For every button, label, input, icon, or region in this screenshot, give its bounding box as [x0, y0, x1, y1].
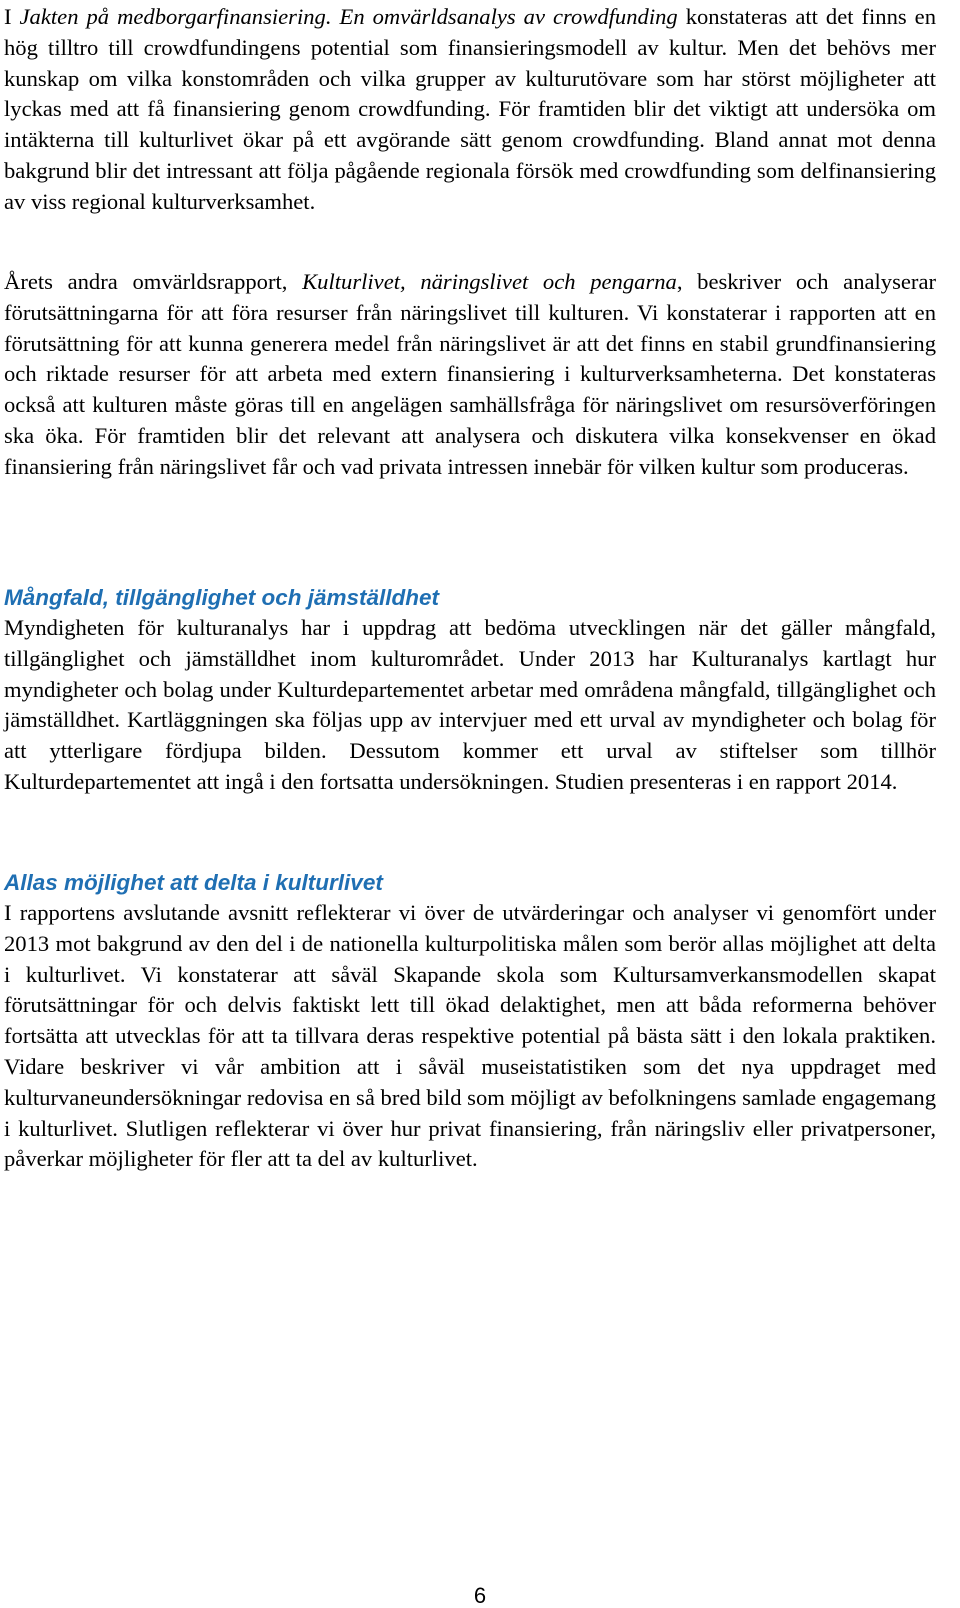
- paragraph-naringslivet: [4, 267, 936, 483]
- report-title: Kulturlivet, näringslivet och pengarna: [302, 269, 677, 294]
- section-body-delta: I rapportens avslutande avsnitt reflekterar vi över de utvärderingar och analyser vi genomfört under 2013 mot bakgrund av den del i de nationella kulturpolitiska målen som berör allas möjlighet att delta i kulturlivet. Vi konstaterar att såväl Skapande skola som Kultursamverkansmodellen skapat förutsättningar för och delvis faktiskt lett till ökad delaktighet, men att båda reformerna behöver fortsätta att utvecklas för att ta tillvara deras respektive potential på bästa sätt i den lokala praktiken. Vidare beskriver vi vår ambition att i såväl museistatistiken som det nya uppdraget med kulturvaneundersökningar redovisa en så bred bild som möjligt av befolkningens samlade engagemang i kulturlivet. Slutligen reflekterar vi över hur privat finansiering, från näringsliv eller privatpersoner, påverkar möjligheter för fler att ta del av kulturlivet.: [4, 900, 936, 1172]
- paragraph-lead: I: [4, 4, 20, 29]
- paragraph-lead: Årets andra omvärldsrapport,: [4, 269, 303, 294]
- paragraph-body: , beskriver och analyserar förutsättningarna för att föra resurser från näringslivet till kulturen. Vi konstaterar i rapporten att en förutsättning för att kunna generera medel från näringslivet är att det finns en stabil grundfinansiering och riktade resurser för att arbeta med extern finansiering i kulturverksamheterna. Det konstateras också att kulturen måste göras till en angelägen samhällsfråga för näringslivet om resursöverföringen ska öka. För framtiden blir det relevant att analysera och diskutera vilka konsekvenser en ökad finansiering från näringslivet får och vad privata intressen innebär för vilken kultur som produceras.: [4, 269, 936, 479]
- section-heading-delta: Allas möjlighet att delta i kulturlivet: [4, 870, 383, 895]
- report-title: Jakten på medborgarfinansiering: [19, 4, 326, 29]
- section-body-mangfald: Myndigheten för kulturanalys har i uppdrag att bedöma utvecklingen när det gäller mångfald, tillgänglighet och jämställdhet inom kulturområdet. Under 2013 har Kulturanalys kartlagt hur myndigheter och bolag under Kulturdepartementet arbetar med områdena mångfald, tillgänglighet och jämställdhet. Kartläggningen ska följas upp av intervjuer med ett urval av myndigheter och bolag för att ytterligare fördjupa bilden. Dessutom kommer ett urval av stiftelser som tillhör Kulturdepartementet att ingå i den fortsatta undersökningen. Studien presenteras i en rapport 2014.: [4, 615, 936, 794]
- paragraph-crowdfunding: [4, 2, 936, 218]
- section-heading-mangfald: Mångfald, tillgänglighet och jämställdhet: [4, 585, 440, 610]
- title-separator: .: [325, 4, 340, 29]
- paragraph-body: konstateras att det finns en hög tilltro till crowdfundingens potential som finansieringsmodell av kultur. Men det behövs mer kunskap om vilka konstområden och vilka grupper av kulturutövare som har störst möjligheter att lyckas med att få finansiering genom crowdfunding. För framtiden blir det viktigt att undersöka om intäkterna till kulturlivet ökar på ett avgörande sätt genom crowdfunding. Bland annat mot denna bakgrund blir det intressant att följa pågående regionala försök med crowdfunding som delfinansiering av viss regional kulturverksamhet.: [4, 4, 937, 214]
- report-subtitle: En omvärldsanalys av crowdfunding: [339, 4, 678, 29]
- page-number: 6: [473, 1583, 487, 1608]
